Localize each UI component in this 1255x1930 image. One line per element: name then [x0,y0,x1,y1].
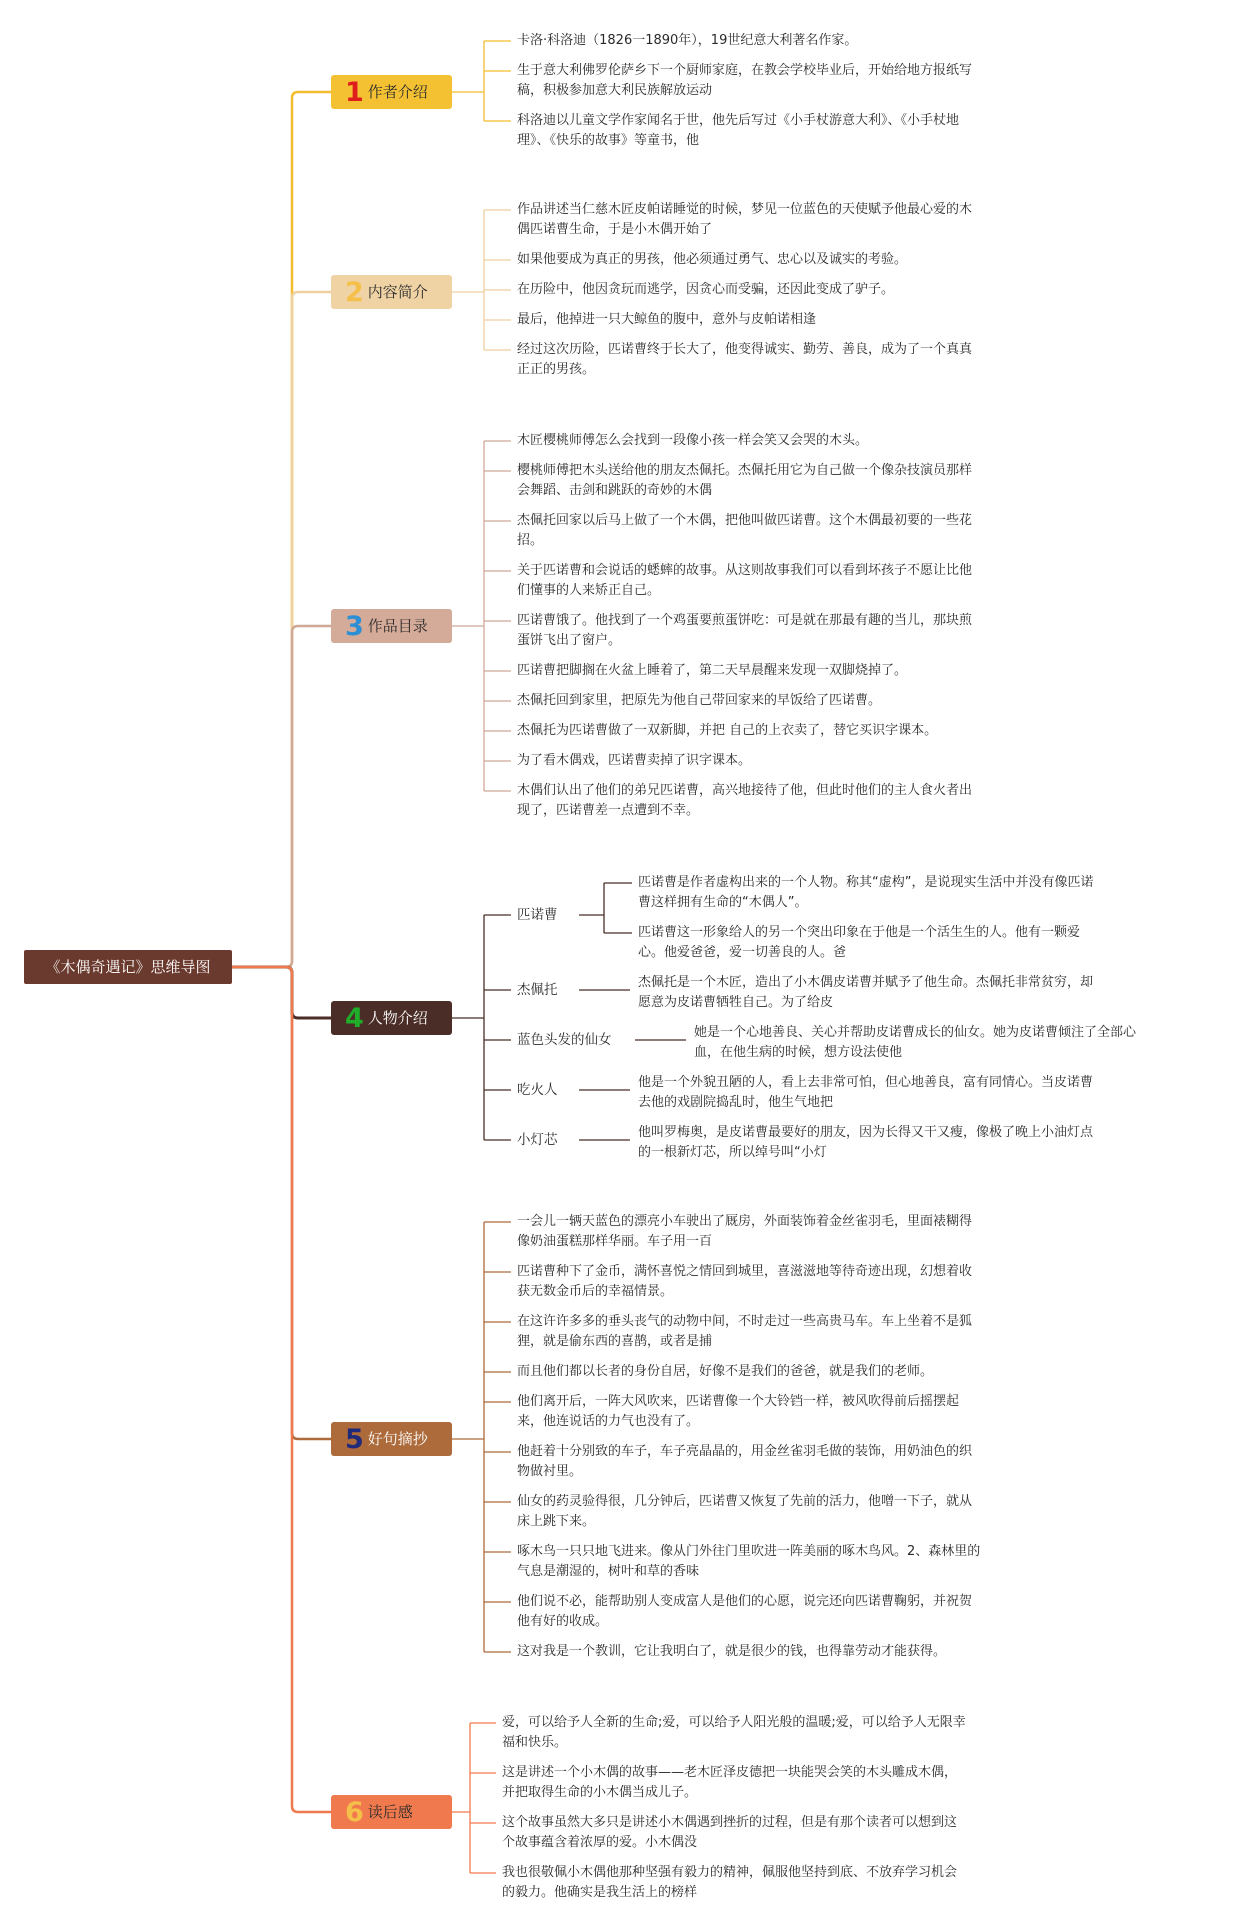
reflection-item [502,1763,957,1803]
author-item-line: 理》、《快乐的故事》等童书，他 [517,133,700,148]
summary-item [517,200,972,240]
branch-summary-number: 2 [345,277,364,308]
character-name[interactable]: 吃火人 [517,1082,558,1098]
summary-item: 最后，他掉进一只大鲸鱼的腹中，意外与皮帕诺相逢 [517,312,817,327]
quotes-item-line: 他们离开后，一阵大风吹来，匹诺曹像一个大铃铛一样，被风吹得前后摇摆起 [517,1394,960,1409]
quotes-item-line: 一会儿一辆天蓝色的漂亮小车驶出了厩房，外面装饰着金丝雀羽毛，里面裱糊得 [517,1214,973,1229]
catalog-item-line: 匹诺曹饿了。他找到了一个鸡蛋要煎蛋饼吃：可是就在那最有趣的当儿，那块煎 [517,613,973,628]
branch-characters-number: 4 [345,1003,364,1034]
catalog-item-line: 木偶们认出了他们的弟兄匹诺曹，高兴地接待了他，但此时他们的主人食火者出 [517,783,973,798]
catalog-item: 木匠樱桃师傅怎么会找到一段像小孩一样会笑又会哭的木头。 [517,433,869,448]
quotes-item [517,1212,972,1252]
summary-item-line: 正正的男孩。 [517,362,596,377]
catalog-item: 杰佩托回到家里，把原先为他自己带回家来的早饭给了匹诺曹。 [517,693,882,708]
quotes-item [517,1262,972,1302]
quotes-item-line: 床上跳下来。 [517,1514,596,1529]
quotes-item [517,1542,980,1582]
character-desc-line: 他叫罗梅奥，是皮诺曹最要好的朋友，因为长得又干又瘦，像极了晚上小油灯点 [638,1125,1094,1140]
reflection-item-line: 我也很敬佩小木偶他那种坚强有毅力的精神，佩服他坚持到底、不放弃学习机会 [502,1865,958,1880]
character-desc [638,923,1080,963]
character-desc-line: 她是一个心地善良、关心并帮助皮诺曹成长的仙女。她为皮诺曹倾注了全部心 [694,1025,1137,1040]
catalog-item: 为了看木偶戏，匹诺曹卖掉了识字课本。 [517,753,752,768]
summary-item-line: 经过这次历险，匹诺曹终于长大了，他变得诚实、勤劳、善良，成为了一个真真 [517,342,973,357]
character-desc [694,1023,1136,1063]
quotes-item-line: 物做衬里。 [517,1464,583,1479]
character-desc-line: 匹诺曹这一形象给人的另一个突出印象在于他是一个活生生的人。他有一颗爱 [638,925,1081,940]
branch-author-number: 1 [345,77,364,108]
branch-characters-label: 人物介绍 [367,1009,428,1027]
quotes-item: 而且他们都以长者的身份自居，好像不是我们的爸爸，就是我们的老师。 [517,1364,934,1379]
quotes-item-line: 在这许许多多的垂头丧气的动物中间，不时走过一些高贵马车。车上坐着不是狐 [517,1314,973,1329]
branch-catalog-label: 作品目录 [367,617,428,635]
reflection-item [502,1813,957,1853]
character-desc-line: 杰佩托是一个木匠，造出了小木偶皮诺曹并赋予了他生命。杰佩托非常贫穷，却 [638,975,1094,990]
branch-reflection-label: 读后感 [367,1803,413,1821]
character-desc-line: 愿意为皮诺曹牺牲自己。为了给皮 [638,995,834,1010]
quotes-item-line: 来，他连说话的力气也没有了。 [517,1414,700,1429]
catalog-item [517,781,972,821]
catalog-item-line: 现了，匹诺曹差一点遭到不幸。 [517,803,700,818]
quotes-item-line: 匹诺曹种下了金币，满怀喜悦之情回到城里，喜滋滋地等待奇迹出现，幻想着收 [517,1264,973,1279]
branch-catalog[interactable] [331,609,452,643]
quotes-item [517,1392,959,1432]
branch-reflection-number: 6 [345,1797,364,1828]
quotes-item-line: 像奶油蛋糕那样华丽。车子用一百 [517,1234,713,1249]
character-desc [638,1123,1093,1163]
branch-quotes-label: 好句摘抄 [367,1430,428,1448]
branch-author[interactable] [331,75,452,109]
author-item: 卡洛·科洛迪（1826一1890年），19世纪意大利著名作家。 [517,33,858,48]
reflection-item [502,1863,957,1903]
catalog-item: 杰佩托为匹诺曹做了一双新脚，并把 自己的上衣卖了，替它买识字课本。 [517,723,938,738]
catalog-item-line: 杰佩托回家以后马上做了一个木偶，把他叫做匹诺曹。这个木偶最初要的一些花 [517,513,973,528]
branch-quotes-number: 5 [345,1424,364,1455]
character-name[interactable]: 杰佩托 [517,982,558,998]
reflection-item-line: 这个故事虽然大多只是讲述小木偶遇到挫折的过程，但是有那个读者可以想到这 [502,1815,958,1830]
character-name[interactable]: 小灯芯 [517,1132,558,1148]
catalog-item-line: 招。 [517,533,544,548]
quotes-item-line: 他赶着十分别致的车子，车子亮晶晶的，用金丝雀羽毛做的装饰，用奶油色的织 [517,1444,973,1459]
quotes-item [517,1312,972,1352]
quotes-item [517,1592,972,1632]
catalog-item [517,611,972,651]
summary-item [517,340,972,380]
root-node[interactable]: 《木偶奇遇记》思维导图 [24,950,232,984]
branch-author-label: 作者介绍 [367,83,428,101]
catalog-item-line: 蛋饼飞出了窗户。 [517,633,622,648]
connector-branch-quotes [232,967,331,1439]
quotes-item [517,1492,972,1532]
connector-branch-catalog [232,626,331,967]
catalog-item [517,511,972,551]
connector-branch-summary [232,292,331,967]
quotes-item-line: 仙女的药灵验得很，几分钟后，匹诺曹又恢复了先前的活力，他噌一下子，就从 [517,1494,973,1509]
reflection-item-line: 的毅力。他确实是我生活上的榜样 [502,1885,698,1900]
connector-branch-characters [232,967,331,1018]
quotes-item-line: 气息是潮湿的，树叶和草的香味 [517,1564,700,1579]
connector-branch-author [232,92,331,967]
character-desc [638,973,1093,1013]
author-item-line: 稿，积极参加意大利民族解放运动 [517,83,713,98]
quotes-item: 这对我是一个教训，它让我明白了，就是很少的钱，也得靠劳动才能获得。 [517,1644,947,1659]
character-desc [638,1073,1093,1113]
character-desc [638,873,1093,913]
branch-summary[interactable] [331,275,452,309]
catalog-item-line: 关于匹诺曹和会说话的蟋蟀的故事。从这则故事我们可以看到坏孩子不愿让比他 [517,563,973,578]
branch-quotes[interactable] [331,1422,452,1456]
author-item-line: 科洛迪以儿童文学作家闻名于世，他先后写过《小手杖游意大利》、《小手杖地 [517,113,960,128]
catalog-item [517,561,972,601]
catalog-item [517,461,972,501]
catalog-item-line: 樱桃师傅把木头送给他的朋友杰佩托。杰佩托用它为自己做一个像杂技演员那样 [517,463,973,478]
author-item-line: 生于意大利佛罗伦萨乡下一个厨师家庭，在教会学校毕业后，开始给地方报纸写 [517,63,973,78]
branch-catalog-number: 3 [345,611,364,642]
quotes-item-line: 狸，就是偷东西的喜鹊，或者是捕 [517,1334,713,1349]
author-item [517,111,959,151]
character-desc-line: 匹诺曹是作者虚构出来的一个人物。称其“虚构”，是说现实生活中并没有像匹诺 [638,875,1094,890]
branch-summary-label: 内容简介 [367,283,428,301]
reflection-item-line: 福和快乐。 [502,1735,568,1750]
reflection-item-line: 个故事蕴含着浓厚的爱。小木偶没 [502,1835,698,1850]
catalog-item-line: 们懂事的人来矫正自己。 [517,583,661,598]
character-desc-line: 他是一个外貌丑陋的人，看上去非常可怕，但心地善良，富有同情心。当皮诺曹 [638,1075,1094,1090]
branch-reflection[interactable] [331,1795,452,1829]
summary-item: 在历险中，他因贪玩而逃学，因贪心而受骗，还因此变成了驴子。 [517,282,895,297]
quotes-item-line: 获无数金币后的幸福情景。 [517,1284,674,1299]
reflection-item-line: 爱，可以给予人全新的生命;爱，可以给予人阳光般的温暖;爱，可以给予人无限幸 [502,1715,966,1730]
character-desc-line: 曹这样拥有生命的“木偶人”。 [638,895,808,910]
character-name[interactable]: 蓝色头发的仙女 [517,1032,612,1048]
quotes-item [517,1442,972,1482]
summary-item-line: 作品讲述当仁慈木匠皮帕诺睡觉的时候，梦见一位蓝色的天使赋予他最心爱的木 [517,202,973,217]
quotes-item-line: 啄木鸟一只只地飞进来。像从门外往门里吹进一阵美丽的啄木鸟风。2、森林里的 [517,1544,981,1559]
character-desc-line: 的一根新灯芯，所以绰号叫“小灯 [638,1145,827,1160]
quotes-item-line: 他们说不必，能帮助别人变成富人是他们的心愿，说完还向匹诺曹鞠躬，并祝贺 [517,1594,973,1609]
character-desc-line: 血，在他生病的时候，想方设法使他 [694,1045,903,1060]
summary-item: 如果他要成为真正的男孩，他必须通过勇气、忠心以及诚实的考验。 [517,252,908,267]
branch-characters[interactable] [331,1001,452,1035]
character-desc-line: 心。他爱爸爸，爱一切善良的人。爸 [638,945,847,960]
character-name[interactable]: 匹诺曹 [517,907,558,923]
author-item [517,61,972,101]
summary-item-line: 偶匹诺曹生命，于是小木偶开始了 [517,222,713,237]
quotes-item-line: 他有好的收成。 [517,1614,609,1629]
reflection-item-line: 这是讲述一个小木偶的故事——老木匠泽皮德把一块能哭会笑的木头雕成木偶， [502,1765,958,1780]
connector-branch-reflection [232,967,331,1812]
character-desc-line: 去他的戏剧院捣乱时，他生气地把 [638,1095,834,1110]
catalog-item: 匹诺曹把脚搁在火盆上睡着了，第二天早晨醒来发现一双脚烧掉了。 [517,663,908,678]
reflection-item [502,1713,966,1753]
catalog-item-line: 会舞蹈、击剑和跳跃的奇妙的木偶 [517,483,713,498]
reflection-item-line: 并把取得生命的小木偶当成儿子。 [502,1785,698,1800]
